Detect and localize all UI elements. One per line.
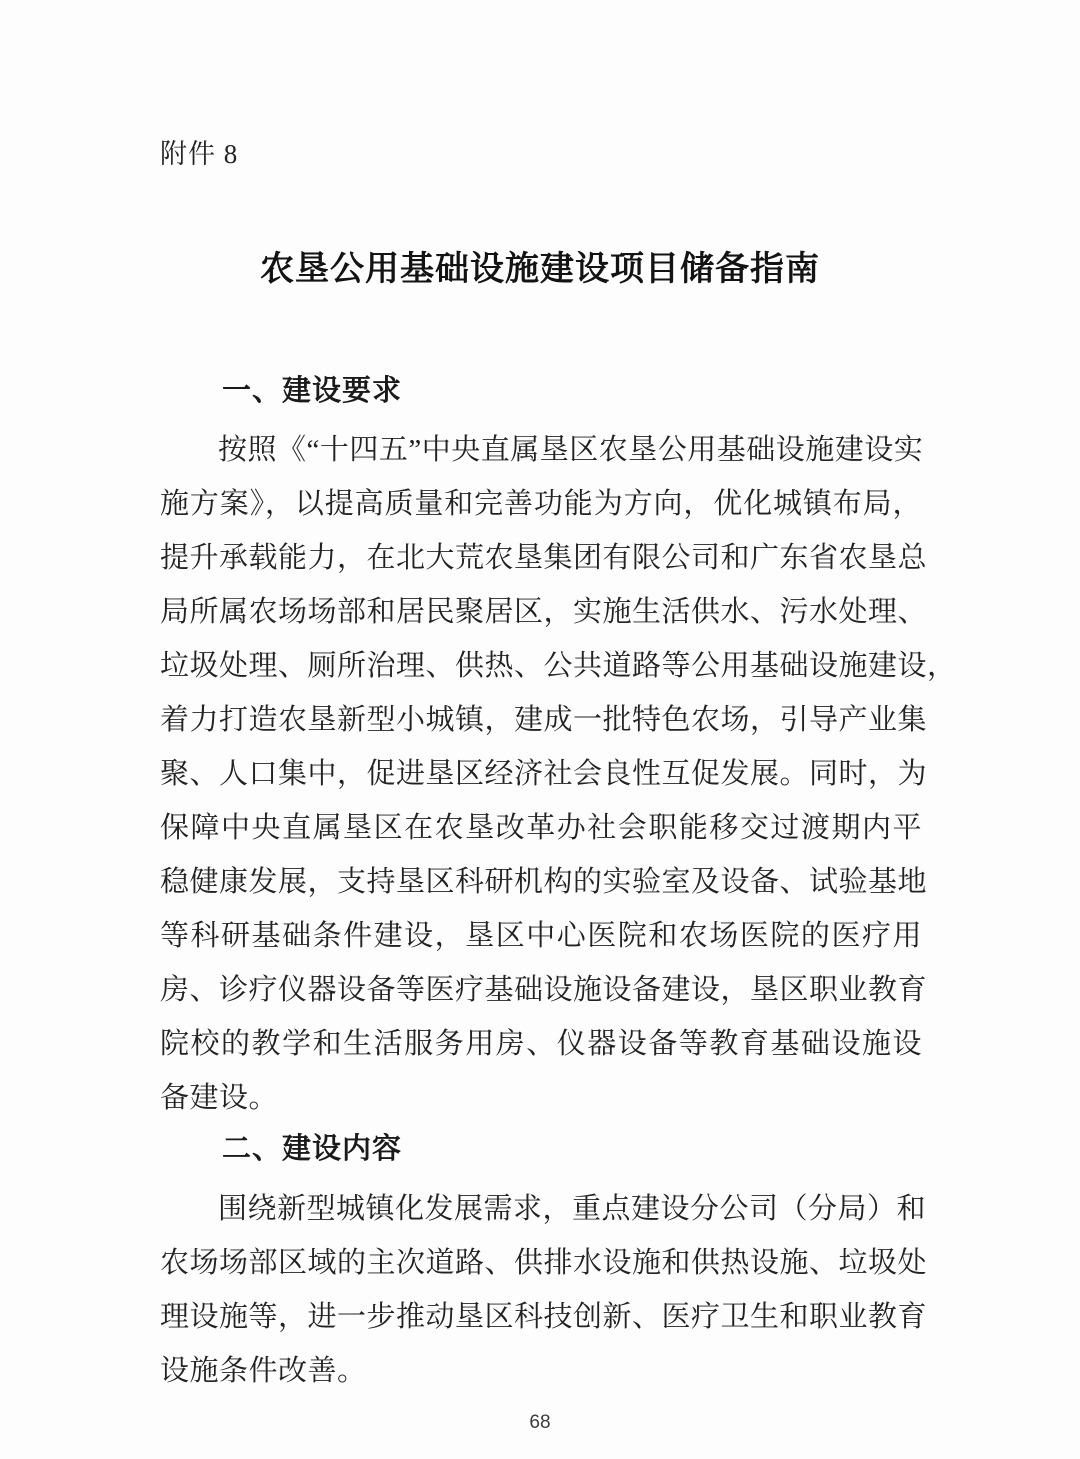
body-text-line: 聚、人口集中，促进垦区经济社会良性互促发展。同时，为 bbox=[160, 758, 928, 790]
paragraph-construction-requirements bbox=[160, 423, 957, 1125]
body-text-line: 垃圾处理、厕所治理、供热、公共道路等公用基础设施建设， bbox=[160, 650, 957, 682]
body-text-line: 农场场部区域的主次道路、供排水设施和供热设施、垃圾处 bbox=[160, 1247, 928, 1279]
body-text-line: 房、诊疗仪器设备等医疗基础设施设备建设，垦区职业教育 bbox=[160, 974, 928, 1006]
body-text-line: 围绕新型城镇化发展需求，重点建设分公司（分局）和 bbox=[218, 1193, 927, 1225]
section-heading-construction-requirements: 一、建设要求 bbox=[222, 375, 403, 407]
attachment-label: 附件 8 bbox=[160, 139, 239, 169]
document-title: 农垦公用基础设施建设项目储备指南 bbox=[260, 251, 820, 288]
body-text-line: 等科研基础条件建设，垦区中心医院和农场医院的医疗用 bbox=[160, 920, 922, 952]
body-text-line: 理设施等，进一步推动垦区科技创新、医疗卫生和职业教育 bbox=[160, 1301, 928, 1333]
body-text-line: 院校的教学和生活服务用房、仪器设备等教育基础设施设 bbox=[160, 1028, 922, 1060]
body-text-line: 保障中央直属垦区在农垦改革办社会职能移交过渡期内平 bbox=[160, 812, 922, 844]
body-text-line: 稳健康发展，支持垦区科研机构的实验室及设备、试验基地 bbox=[160, 866, 928, 898]
body-text-line: 设施条件改善。 bbox=[160, 1355, 367, 1387]
body-text-line: 着力打造农垦新型小城镇，建成一批特色农场，引导产业集 bbox=[160, 704, 928, 736]
body-text-line: 局所属农场场部和居民聚居区，实施生活供水、污水处理、 bbox=[160, 596, 928, 628]
section-heading-construction-content: 二、建设内容 bbox=[222, 1133, 403, 1165]
body-text-line: 施方案》，以提高质量和完善功能为方向，优化城镇布局， bbox=[160, 488, 922, 520]
body-text-line: 按照《“十四五”中央直属垦区农垦公用基础设施建设实 bbox=[218, 434, 924, 466]
body-text-line: 备建设。 bbox=[160, 1082, 279, 1114]
paragraph-construction-content bbox=[160, 1182, 928, 1398]
page-number: 68 bbox=[529, 1412, 551, 1433]
body-text-line: 提升承载能力，在北大荒农垦集团有限公司和广东省农垦总 bbox=[160, 542, 928, 574]
